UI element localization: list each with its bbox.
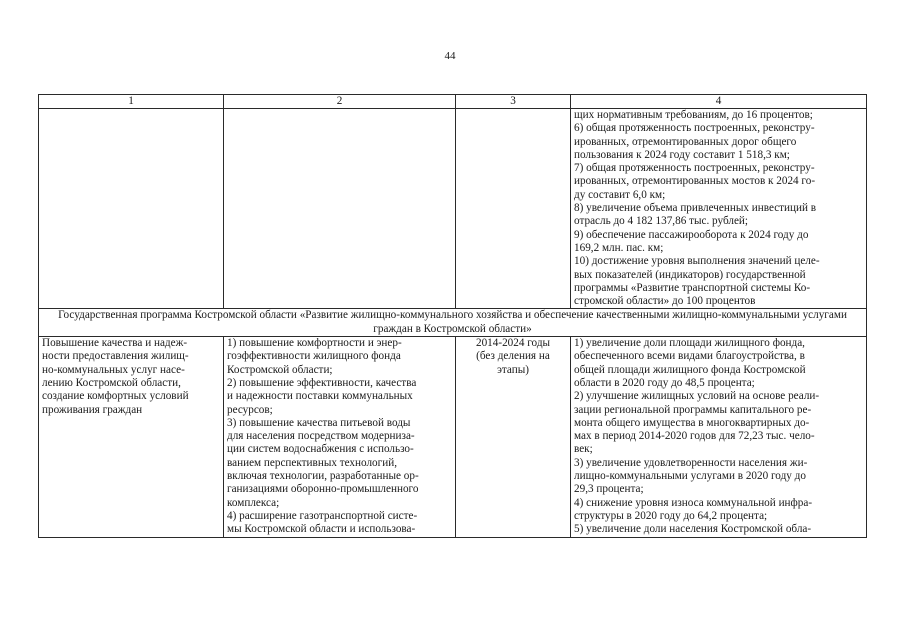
- text-line: щих нормативным требованиям, до 16 процентов;: [574, 109, 813, 121]
- program-table: [38, 94, 867, 538]
- text-line: ции систем водоснабжения с использо-: [227, 443, 414, 456]
- text-line: ресурсов;: [227, 403, 273, 416]
- continuation-row: [39, 109, 867, 309]
- text-line: мы Костромской области и использова-: [227, 523, 416, 536]
- text-line: 10) достижение уровня выполнения значений целе-: [574, 255, 820, 268]
- section-title-row: [39, 309, 867, 337]
- text-line: обеспеченного всеми видами благоустройства, в: [574, 350, 805, 363]
- text-line: пользования к 2024 году составит 1 518,3 км;: [574, 148, 790, 161]
- text-line: включая технологии, разработанные ор-: [227, 470, 419, 483]
- text-line: стромской области» до 100 процентов: [574, 295, 756, 308]
- text-line: и надежности поставки коммунальных: [227, 390, 413, 403]
- text-line: ности предоставления жилищ-: [42, 350, 189, 363]
- text-line: структуры в 2020 году до 64,2 процента;: [574, 509, 768, 522]
- program-tasks-cell: [224, 337, 456, 537]
- program-period-cell: [456, 337, 571, 537]
- text-line: 2) улучшение жилищных условий на основе реали-: [574, 390, 820, 403]
- text-line: 8) увеличение объема привлеченных инвестиций в: [574, 202, 817, 215]
- program-row: [39, 337, 867, 537]
- text-line: Повышение качества и надеж-: [42, 337, 188, 350]
- text-line: программы «Развитие транспортной системы Ко-: [574, 281, 811, 294]
- text-line: 1) увеличение доли площади жилищного фонда,: [574, 337, 805, 350]
- text-line: ированных, отремонтированных мостов к 2024 го-: [574, 175, 816, 188]
- text-line: для населения посредством модерниза-: [227, 430, 415, 443]
- text-line: мах в период 2014-2020 годов для 72,23 тыс. чело-: [574, 430, 815, 443]
- text-line: общей площади жилищного фонда Костромской: [574, 363, 806, 376]
- text-line: ганизациями оборонно-промышленного: [227, 483, 419, 496]
- text-line: но-коммунальных услуг насе-: [42, 363, 185, 376]
- continuation-col1-cell: [39, 109, 224, 309]
- continuation-col2-cell: [224, 109, 456, 309]
- text-line: 29,3 процента;: [574, 483, 644, 496]
- text-line: монта общего имущества в многоквартирных до-: [574, 416, 810, 429]
- text-line: зации региональной программы капитального ре-: [574, 403, 812, 416]
- text-line: проживания граждан: [42, 403, 143, 416]
- text-line: 5) увеличение доли населения Костромской обла-: [574, 523, 812, 536]
- text-line: Костромской области;: [227, 363, 333, 376]
- text-line: 169,2 млн. пас. км;: [574, 241, 664, 254]
- page-number: 44: [444, 50, 456, 62]
- text-line: 7) общая протяженность построенных, реконстру-: [574, 162, 815, 175]
- column-header-2: 2: [224, 95, 456, 109]
- program-results-cell: [571, 337, 867, 537]
- text-line: век;: [574, 443, 593, 456]
- text-line: (без деления на: [476, 350, 550, 363]
- program-goal-cell: [39, 337, 224, 537]
- text-line: лению Костромской области,: [42, 376, 181, 389]
- text-line: 2) повышение эффективности, качества: [227, 376, 417, 389]
- text-line: 3) повышение качества питьевой воды: [227, 416, 411, 429]
- text-line: 2014-2024 годы: [475, 337, 551, 350]
- text-line: отрасль до 4 182 137,86 тыс. рублей;: [574, 215, 749, 228]
- text-line: 9) обеспечение пассажирооборота к 2024 году до: [574, 228, 809, 241]
- column-header-4: 4: [571, 95, 867, 109]
- text-line: 3) увеличение удовлетворенности населения жи-: [574, 456, 808, 469]
- text-line: гоэффективности жилищного фонда: [227, 350, 401, 363]
- text-line: 6) общая протяженность построенных, реконстру-: [574, 122, 815, 135]
- continuation-col3-cell: [456, 109, 571, 309]
- text-line: ду составит 6,0 км;: [574, 188, 666, 201]
- continuation-col4-cell: [571, 109, 867, 309]
- text-line: комплекса;: [227, 496, 280, 509]
- text-line: создание комфортных условий: [42, 390, 189, 403]
- text-line: лищно-коммунальными услугами в 2020 году до: [574, 470, 806, 483]
- column-header-3: 3: [456, 95, 571, 109]
- text-line: этапы): [497, 363, 529, 376]
- section-title: Государственная программа Костромской области «Развитие жилищно-коммунального хозяйства и обеспечение качественными жилищно-коммунальными услугами граждан в Костромской области»: [39, 309, 867, 337]
- text-line: ированных, отремонтированных дорог общего: [574, 135, 797, 148]
- text-line: области в 2020 году до 48,5 процента;: [574, 376, 755, 389]
- text-line: ванием перспективных технологий,: [227, 456, 397, 469]
- text-line: 4) расширение газотранспортной систе-: [227, 509, 418, 522]
- text-line: 1) повышение комфортности и энер-: [227, 337, 402, 350]
- text-line: вых показателей (индикаторов) государственной: [574, 268, 806, 281]
- table-header-row: [39, 95, 867, 109]
- text-line: 4) снижение уровня износа коммунальной инфра-: [574, 496, 813, 509]
- column-header-1: 1: [39, 95, 224, 109]
